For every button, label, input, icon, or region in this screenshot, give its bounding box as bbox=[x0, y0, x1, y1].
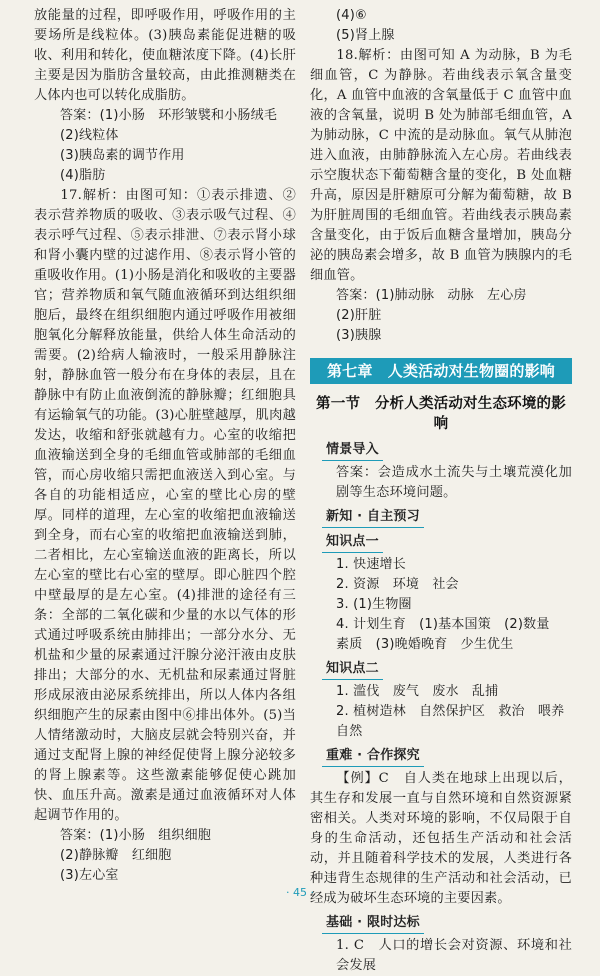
subheading-label: 重难 · 合作探究 bbox=[322, 746, 424, 767]
subheading bbox=[310, 913, 572, 934]
paragraph: 17.解析：由图可知：①表示排遗、②表示营养物质的吸收、③表示吸气过程、④表示呼气过程、⑤表示排泄、⑦表示肾小球和肾小囊内壁的过滤作用、⑧表示肾小管的重吸收作用。(1)小肠是消化和吸收的主要器官；营养物质和氧气随血液循环到达组织细胞后，最终在组织细胞内通过呼吸作用被细胞氧化分解释放能量，供给人体生命活动的需要。(2)给病人输液时，一般采用静脉注射，静脉血管一般分布在身体的表层，且在静脉中有防止血液倒流的静脉瓣；红细胞具有运输氧气的功能。(3)心脏壁越厚，肌肉越发达，收缩和舒张就越有力。心室的收缩把血液输送到全身的毛细血管或肺部的毛细血管，而心房收缩只需把血液送入到心室。与各自的功能相适应，心室的壁比心房的壁厚。同样的道理，左心室的收缩把血液输送到全身，而右心室的收缩把血液输送到肺，二者相比，左心室输送血液的距离长，所以左心室的壁比右心室的壁厚。即心脏四个腔中壁最厚的是左心室。(4)排泄的途径有三条：全部的二氧化碳和少量的水以气体的形式通过呼吸系统由肺排出；一部分水分、无机盐和少量的尿素通过汗腺分泌汗液由皮肤排出；大部分的水、无机盐和尿素通过肾脏形成尿液由泌尿系统排出，所以人体内各组织细胞产生的尿素由图中⑥排出体外。(5)当人情绪激动时，大脑皮层就会特别兴奋，并通过支配肾上腺的神经促使肾上腺分泌较多的肾上腺素等。这些激素能够促使心跳加快、血压升高。激素是通过血液循环对人体起调节作用的。 bbox=[34, 188, 296, 823]
left-column bbox=[34, 6, 296, 886]
answer-line: (2)肝脏 bbox=[336, 308, 382, 323]
subheading-label: 知识点二 bbox=[322, 659, 383, 680]
answer-line: 答案：(1)小肠 组织细胞 bbox=[60, 828, 212, 843]
answer-line: 答案：(1)肺动脉 动脉 左心房 bbox=[336, 288, 527, 303]
paragraph: 18.解析：由图可知 A 为动脉，B 为毛细血管，C 为静脉。若曲线表示氧含量变化，A 血管中血液的含氧量低于 C 血管中血液的含氧量，说明 B 处为肺部毛细血管，A 为肺动脉，C 中流的是动脉血。氧气从肺泡进入血液，由肺静脉流入左心房。若曲线表示空腹状态下葡萄糖含量的变化，B 处血糖升高，原因是肝糖原可分解为葡萄糖，故 B 为肝脏周围的毛细血管。若曲线表示胰岛素含量变化，由于饭后血糖含量增加，胰岛分泌的胰岛素会增多，故 B 血管为胰腺内的毛细血管。 bbox=[310, 48, 572, 283]
answer-line: (4)⑥ bbox=[336, 8, 367, 23]
subheading-label: 基础 · 限时达标 bbox=[322, 913, 424, 934]
subheading bbox=[310, 507, 572, 528]
subheading bbox=[310, 440, 572, 461]
answer-line: 4. 计划生育 (1)基本国策 (2)数量 素质 (3)晚婚晚育 少生优生 bbox=[336, 617, 563, 652]
answer-line: (4)脂肪 bbox=[60, 168, 106, 183]
answer-line: 1. 快速增长 bbox=[336, 557, 406, 572]
answer-line: (2)线粒体 bbox=[60, 128, 119, 143]
answer-line: 2. 植树造林 自然保护区 救治 喂养 自然 bbox=[336, 704, 578, 739]
answer-line: (3)胰岛素的调节作用 bbox=[60, 148, 185, 163]
answer-line: (3)胰腺 bbox=[336, 328, 382, 343]
answer-line: 答案：(1)小肠 环形皱襞和小肠绒毛 bbox=[60, 108, 278, 123]
right-column bbox=[310, 6, 578, 976]
chapter-title: 第七章 人类活动对生物圈的影响 bbox=[310, 358, 572, 384]
answer-line: (5)肾上腺 bbox=[336, 28, 395, 43]
answer-line: 3. (1)生物圈 bbox=[336, 597, 412, 612]
right-top-answers bbox=[310, 6, 572, 346]
answer-line: 1. 滥伐 废气 废水 乱捕 bbox=[336, 684, 499, 699]
subheading bbox=[310, 659, 572, 680]
subheading bbox=[310, 746, 572, 767]
page-number: · 45 · bbox=[286, 886, 314, 899]
paragraph: 答案：会造成水土流失与土壤荒漠化加剧等生态环境问题。 bbox=[336, 465, 572, 500]
subheading-label: 情景导入 bbox=[322, 440, 383, 461]
answer-line: (2)静脉瓣 红细胞 bbox=[60, 848, 172, 863]
paragraph: 【例】C 自人类在地球上出现以后，其生存和发展一直与自然环境和自然资源紧密相关。人类对环境的影响，不仅局限于自身的生命活动，还包括生产活动和社会活动，并且随着科学技术的发展，人类进行各种违背生态规律的生产活动和社会活动，已经成为破坏生态环境的主要因素。 bbox=[310, 771, 572, 906]
answer-line: 2. 资源 环境 社会 bbox=[336, 577, 459, 592]
paragraph: 放能量的过程，即呼吸作用，呼吸作用的主要场所是线粒体。(3)胰岛素能促进糖的吸收、利用和转化，使血糖浓度下降。(4)长肝主要是因为脂肪含量较高，由此推测糖类在人体内也可以转化成脂肪。 bbox=[34, 8, 296, 103]
paragraph: 1. C 人口的增长会对资源、环境和社会发展 bbox=[336, 938, 572, 973]
section-title: 第一节 分析人类活动对生态环境的影响 bbox=[316, 396, 566, 432]
subheading bbox=[310, 532, 572, 553]
subheading-label: 知识点一 bbox=[322, 532, 383, 553]
subheading-label: 新知 · 自主预习 bbox=[322, 507, 424, 528]
answer-line: (3)左心室 bbox=[60, 868, 119, 883]
